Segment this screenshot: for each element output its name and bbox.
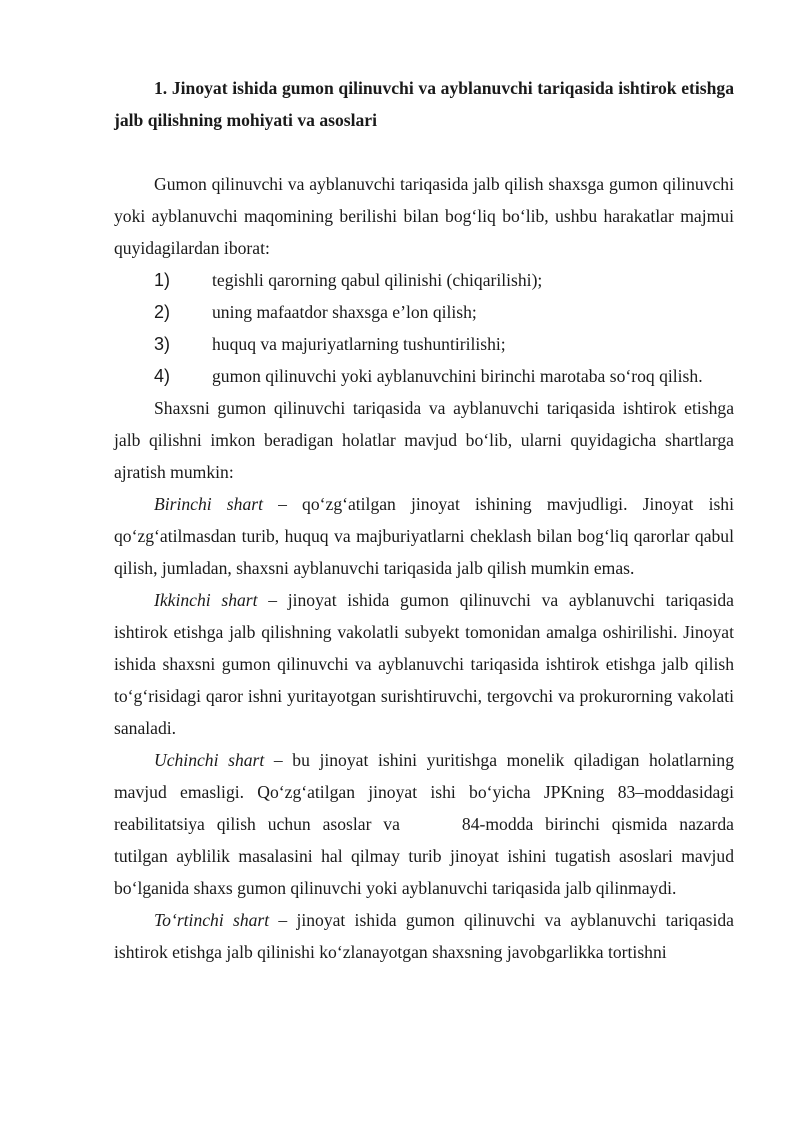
condition-text-continued: 84-modda birinchi qismida nazarda tutilgan ayblilik masalasini hal qilmay turib jinoyat ishini tugatish asoslari mavjud bo‘lganida shaxs gumon qilinuvchi yoki ayblanuvchi tariqasida jalb qilinmaydi. [114,814,734,898]
list-item [114,360,734,392]
list-item [114,328,734,360]
intro-paragraph: Gumon qilinuvchi va ayblanuvchi tariqasida jalb qilish shaxsga gumon qilinuvchi yoki ayblanuvchi maqomining berilishi bilan bog‘liq bo‘lib, ushbu harakatlar majmui quyidagilardan iborat: [114,174,734,258]
condition-paragraph-2 [114,584,734,744]
document-body [114,72,734,968]
condition-label: Uchinchi shart [154,750,265,770]
list-number: 2) [154,302,171,322]
list-number: 1) [154,270,171,290]
condition-paragraph-1 [114,488,734,584]
conditions-intro-paragraph: Shaxsni gumon qilinuvchi tariqasida va ayblanuvchi tariqasida ishtirok etishga jalb qilishni imkon beradigan holatlar mavjud bo‘lib, ularni quyidagicha shartlarga ajratish mumkin: [114,398,734,482]
list-number: 3) [154,334,171,354]
condition-text: – jinoyat ishida gumon qilinuvchi va ayblanuvchi tariqasida ishtirok etishga jalb qilishning vakolatli subyekt tomonidan amalga oshirilishi. Jinoyat ishida shaxsni gumon qilinuvchi va ayblanuvchi tariqasida ishtirok etishga jalb qilish to‘g‘risidagi qaror ishni yuritayotgan surishtiruvchi, tergovchi va prokurorning vakolati sanaladi. [114,590,734,738]
condition-label: To‘rtinchi shart [154,910,270,930]
section-heading: 1. Jinoyat ishida gumon qilinuvchi va ayblanuvchi tariqasida ishtirok etishga jalb qilishning mohiyati va asoslari [114,78,734,130]
condition-paragraph-3 [114,744,734,904]
condition-text: – jinoyat ishida gumon qilinuvchi va ayblanuvchi tariqasida ishtirok etishga jalb qilinishi ko‘zlanayotgan shaxsning javobgarlikka tortishni [114,910,734,962]
list-text: huquq va majuriyatlarning tushuntirilishi; [212,334,506,354]
list-text: uning mafaatdor shaxsga e’lon qilish; [212,302,477,322]
list-item [114,264,734,296]
list-number: 4) [154,366,171,386]
list-text: gumon qilinuvchi yoki ayblanuvchini birinchi marotaba so‘roq qilish. [212,366,703,386]
condition-text: – qo‘zg‘atilgan jinoyat ishining mavjudligi. Jinoyat ishi qo‘zg‘atilmasdan turib, huquq va majburiyatlarni cheklash bilan bog‘liq qarorlar qabul qilish, jumladan, shaxsni ayblanuvchi tariqasida jalb qilish mumkin emas. [114,494,734,578]
condition-label: Birinchi shart [154,494,263,514]
list-text: tegishli qarorning qabul qilinishi (chiqarilishi); [212,270,543,290]
condition-paragraph-4 [114,904,734,968]
list-item [114,296,734,328]
condition-text: – bu jinoyat ishini yuritishga monelik qiladigan holatlarning mavjud emasligi. Qo‘zg‘atilgan jinoyat ishi bo‘yicha JPKning 83–moddasidagi reabilitatsiya qilish uchun asoslar va [114,750,734,834]
condition-label: Ikkinchi shart [154,590,258,610]
blank-line [114,136,734,168]
